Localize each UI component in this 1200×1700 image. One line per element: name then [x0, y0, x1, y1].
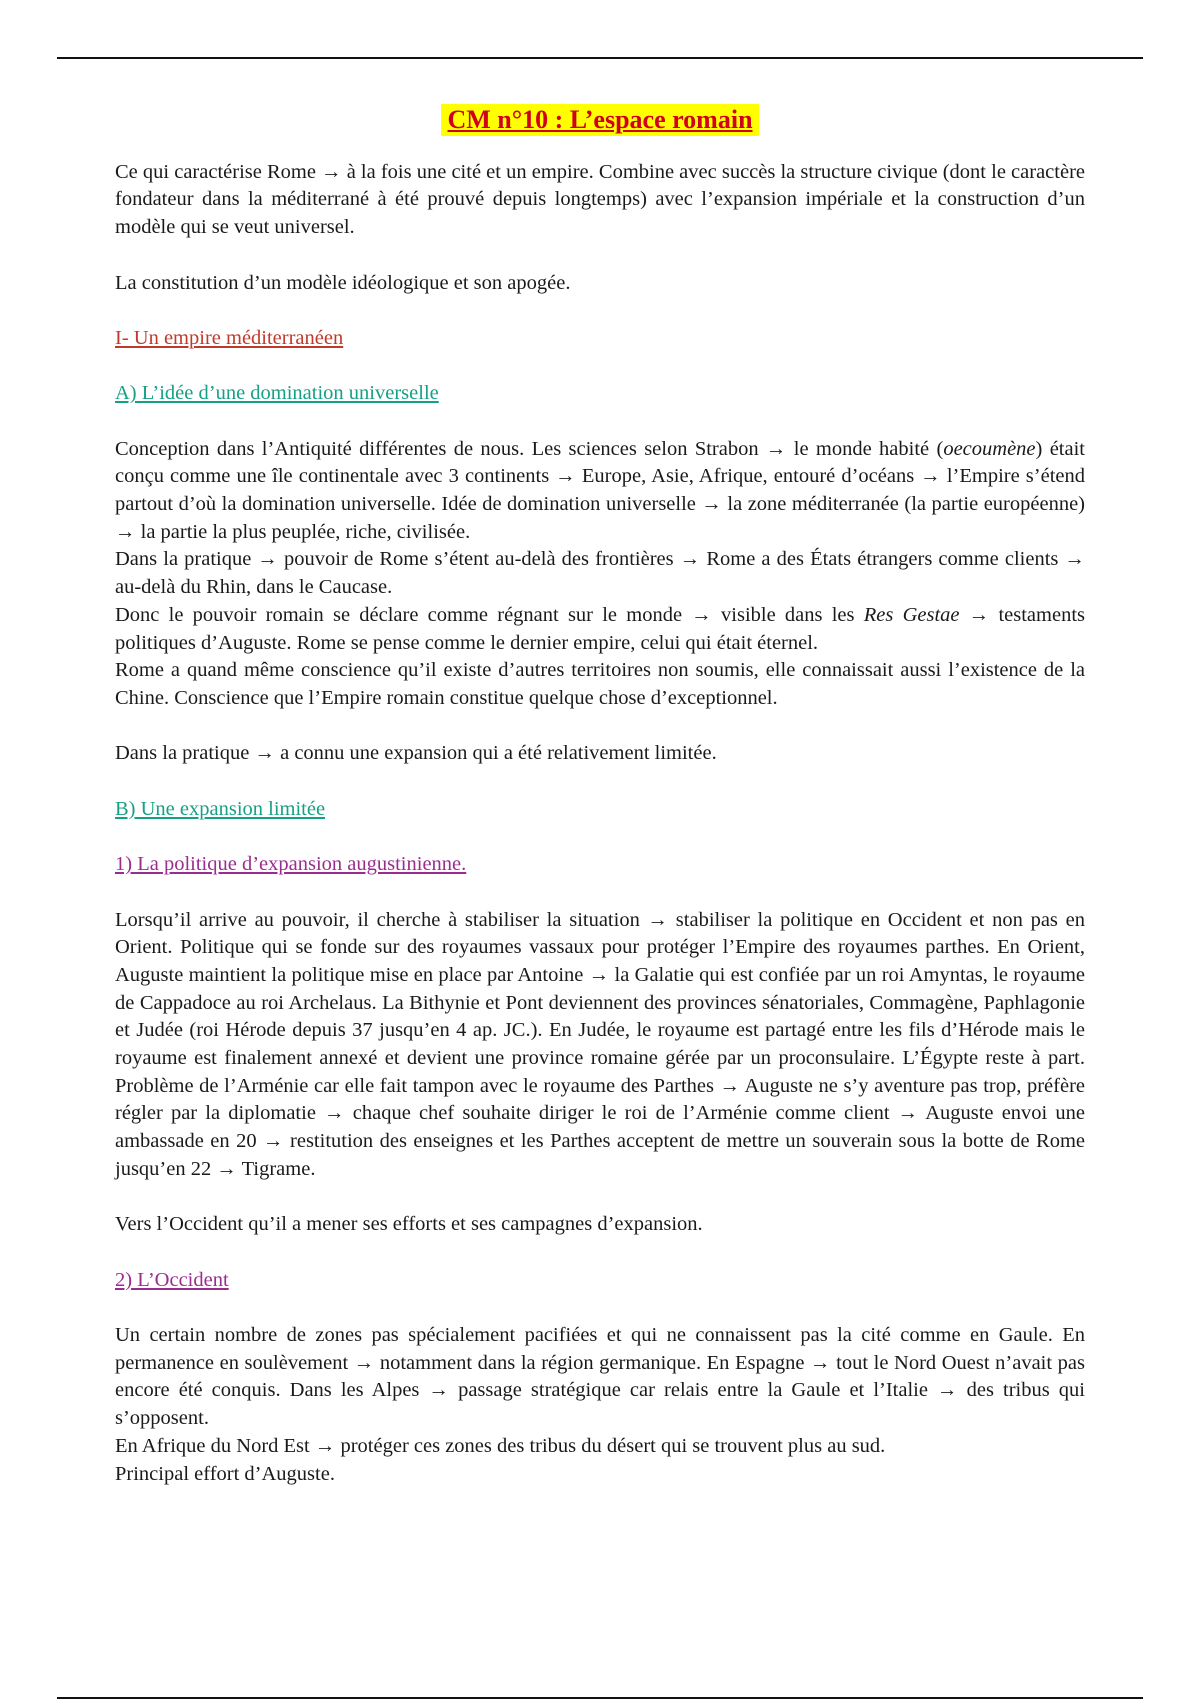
sub1-paragraph-2: Vers l’Occident qu’il a mener ses efforts et ses campagnes d’expansion.	[115, 1213, 703, 1236]
text-span: Donc le pouvoir romain se déclare comme régnant sur le monde → visible dans les	[115, 603, 864, 626]
document-body	[115, 104, 1085, 1488]
intro-statement: La constitution d’un modèle idéologique et son apogée.	[115, 271, 571, 294]
sub2-paragraph-2: En Afrique du Nord Est → protéger ces zones des tribus du désert qui se trouvent plus au sud.	[115, 1434, 886, 1457]
top-rule	[57, 57, 1143, 59]
sub2-paragraph-3: Principal effort d’Auguste.	[115, 1462, 335, 1485]
italic-term: Res Gestae	[863, 603, 960, 626]
sectionB-heading: B) Une expansion limitée	[115, 797, 326, 820]
title-wrap	[115, 104, 1085, 137]
sectionA-heading: A) L’idée d’une domination universelle	[115, 382, 439, 405]
text-span: ) était conçu comme une île continentale avec 3 continents → Europe, Asie, Afrique, entouré d’océans → l’Empire s’étend partout d’où la domination universelle. Idée de domination universelle → la zone méditerranée (la partie européenne) → la partie la plus peuplée, riche, civilisée.	[115, 437, 1085, 543]
sub2-paragraph-1: Un certain nombre de zones pas spécialement pacifiées et qui ne connaissent pas la cité comme en Gaule. En permanence en soulèvement → notamment dans la région germanique. En Espagne → tout le Nord Ouest n’avait pas encore été conquis. Dans les Alpes → passage stratégique car relais entre la Gaule et l’Italie → des tribus qui s’opposent.	[115, 1324, 1085, 1430]
sectionA-paragraph-3	[115, 602, 1085, 657]
sub1-heading: 1) La politique d’expansion augustinienne.	[115, 853, 467, 876]
intro-paragraph: Ce qui caractérise Rome → à la fois une cité et un empire. Combine avec succès la structure civique (dont le caractère fondateur dans la méditerrané à été prouvé depuis longtemps) avec l’expansion impériale et la construction d’un modèle qui se veut universel.	[115, 160, 1085, 239]
part1-heading: I- Un empire méditerranéen	[115, 326, 344, 349]
bottom-rule	[57, 1697, 1143, 1699]
text-span: → testaments politiques d’Auguste. Rome se pense comme le dernier empire, celui qui était éternel.	[115, 603, 1085, 654]
sub2-heading: 2) L’Occident	[115, 1268, 229, 1291]
page-title: CM n°10 : L’espace romain	[441, 104, 758, 136]
italic-term: oecoumène	[943, 437, 1036, 460]
sectionA-paragraph-1	[115, 436, 1085, 547]
sectionA-paragraph-5: Dans la pratique → a connu une expansion qui a été relativement limitée.	[115, 742, 717, 765]
text-span: Conception dans l’Antiquité différentes de nous. Les sciences selon Strabon → le monde habité (	[115, 437, 944, 460]
sectionA-paragraph-2: Dans la pratique → pouvoir de Rome s’étent au-delà des frontières → Rome a des États étrangers comme clients → au-delà du Rhin, dans le Caucase.	[115, 548, 1085, 599]
sub1-paragraph-1: Lorsqu’il arrive au pouvoir, il cherche à stabiliser la situation → stabiliser la politique en Occident et non pas en Orient. Politique qui se fonde sur des royaumes vassaux pour protéger l’Empire des royaumes parthes. En Orient, Auguste maintient la politique mise en place par Antoine → la Galatie qui est confiée par un roi Amyntas, le royaume de Cappadoce au roi Archelaus. La Bithynie et Pont deviennent des provinces sénatoriales, Commagène, Paphlagonie et Judée (roi Hérode depuis 37 jusqu’en 4 ap. JC.). En Judée, le royaume est partagé entre les fils d’Hérode mais le royaume est finalement annexé et devient une province romaine gérée par un proconsulaire. L’Égypte reste à part. Problème de l’Arménie car elle fait tampon avec le royaume des Parthes → Auguste ne s’y aventure pas trop, préfère régler par la diplomatie → chaque chef souhaite diriger le roi de l’Arménie comme client → Auguste envoi une ambassade en 20 → restitution des enseignes et les Parthes acceptent de mettre un souverain sous la botte de Rome jusqu’en 22 → Tigrame.	[115, 908, 1085, 1180]
sectionA-paragraph-4: Rome a quand même conscience qu’il existe d’autres territoires non soumis, elle connaissait aussi l’existence de la Chine. Conscience que l’Empire romain constitue quelque chose d’exceptionnel.	[115, 659, 1085, 709]
